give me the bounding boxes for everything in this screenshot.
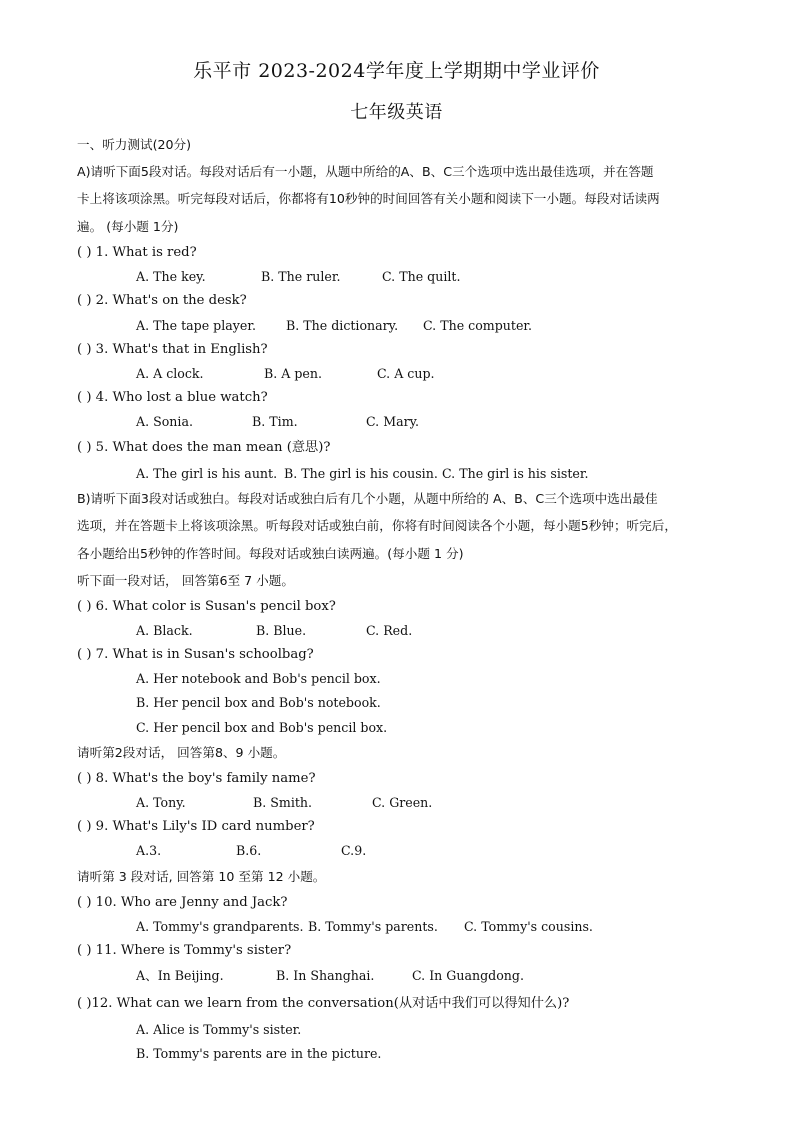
dialog-intro: 请听第 3 段对话, 回答第 10 至第 12 小题。 <box>77 869 326 884</box>
option-b: B. Tim. <box>252 414 298 429</box>
option-c: C. The quilt. <box>382 269 461 284</box>
option-b: B. The girl is his cousin. <box>284 466 438 481</box>
option-a: A. The tape player. <box>136 318 256 333</box>
option-c: C. Her pencil box and Bob's pencil box. <box>136 720 388 735</box>
option-a: A. Tommy's grandparents. <box>136 919 304 934</box>
instruction-line: 各小题给出5秒钟的作答时间。每段对话或独白读两遍。(每小题 1 分) <box>77 546 464 561</box>
question-7: ( ) 7. What is in Susan's schoolbag? <box>77 647 314 662</box>
exam-title: 乐平市 2023-2024学年度上学期期中学业评价 <box>193 60 600 82</box>
option-c: C. Green. <box>372 795 433 810</box>
section-heading: 一、听力测试(20分) <box>77 137 192 152</box>
option-a: A、In Beijing. <box>136 968 224 983</box>
option-b: B. Tommy's parents. <box>308 919 438 934</box>
option-a: A. Black. <box>136 623 193 638</box>
option-b: B. Blue. <box>256 623 307 638</box>
question-5: ( ) 5. What does the man mean (意思)? <box>77 440 331 455</box>
question-8: ( ) 8. What's the boy's family name? <box>77 771 316 786</box>
instruction-line: 选项，并在答题卡上将该项涂黑。听每段对话或独白前，你将有时间阅读各个小题，每小题5秒钟；听完后， <box>77 518 677 533</box>
question-4: ( ) 4. Who lost a blue watch? <box>77 390 268 405</box>
question-1: ( ) 1. What is red? <box>77 245 197 260</box>
question-9: ( ) 9. What's Lily's ID card number? <box>77 819 315 834</box>
exam-subtitle: 七年级英语 <box>350 102 443 123</box>
question-10: ( ) 10. Who are Jenny and Jack? <box>77 895 288 910</box>
option-b: B. Her pencil box and Bob's notebook. <box>136 695 381 710</box>
option-b: B. In Shanghai. <box>276 968 375 983</box>
option-c: C. The computer. <box>423 318 533 333</box>
option-b: B. The ruler. <box>261 269 341 284</box>
question-3: ( ) 3. What's that in English? <box>77 342 268 357</box>
option-a: A. Alice is Tommy's sister. <box>136 1022 302 1037</box>
option-b: B. A pen. <box>264 366 322 381</box>
option-c: C. A cup. <box>377 366 435 381</box>
question-11: ( ) 11. Where is Tommy's sister? <box>77 943 292 958</box>
option-c: C. Tommy's cousins. <box>464 919 593 934</box>
option-c: C. The girl is his sister. <box>442 466 589 481</box>
instruction-line: 遍。 (每小题 1分) <box>77 219 179 234</box>
option-a: A. The girl is his aunt. <box>136 466 278 481</box>
question-2: ( ) 2. What's on the desk? <box>77 293 247 308</box>
option-c: C. Mary. <box>366 414 420 429</box>
instruction-line: B)请听下面3段对话或独白。每段对话或独白后有几个小题，从题中所给的 A、B、C三个选项中选出最佳 <box>77 491 658 506</box>
option-c: C. Red. <box>366 623 413 638</box>
option-a: A. Sonia. <box>136 414 193 429</box>
dialog-intro: 听下面一段对话， 回答第6至 7 小题。 <box>77 573 294 588</box>
option-b: B. Smith. <box>253 795 313 810</box>
instruction-line: 卡上将该项涂黑。听完每段对话后，你都将有10秒钟的时间回答有关小题和阅读下一小题。每段对话读两 <box>77 191 660 206</box>
option-a: A. The key. <box>136 269 206 284</box>
question-6: ( ) 6. What color is Susan's pencil box? <box>77 599 336 614</box>
question-12: ( )12. What can we learn from the conversation(从对话中我们可以得知什么)? <box>77 996 570 1011</box>
option-a: A. A clock. <box>136 366 204 381</box>
dialog-intro: 请听第2段对话， 回答第8、9 小题。 <box>77 745 286 760</box>
instruction-line: A)请听下面5段对话。每段对话后有一小题，从题中所给的A、B、C三个选项中选出最佳选项，并在答题 <box>77 164 654 179</box>
option-a: A. Her notebook and Bob's pencil box. <box>136 671 381 686</box>
option-b: B. The dictionary. <box>286 318 399 333</box>
option-c: C. In Guangdong. <box>412 968 524 983</box>
option-b: B. Tommy's parents are in the picture. <box>136 1046 382 1061</box>
option-c: C.9. <box>341 843 367 858</box>
option-a: A. Tony. <box>136 795 186 810</box>
option-a: A.3. <box>136 843 162 858</box>
option-b: B.6. <box>236 843 262 858</box>
